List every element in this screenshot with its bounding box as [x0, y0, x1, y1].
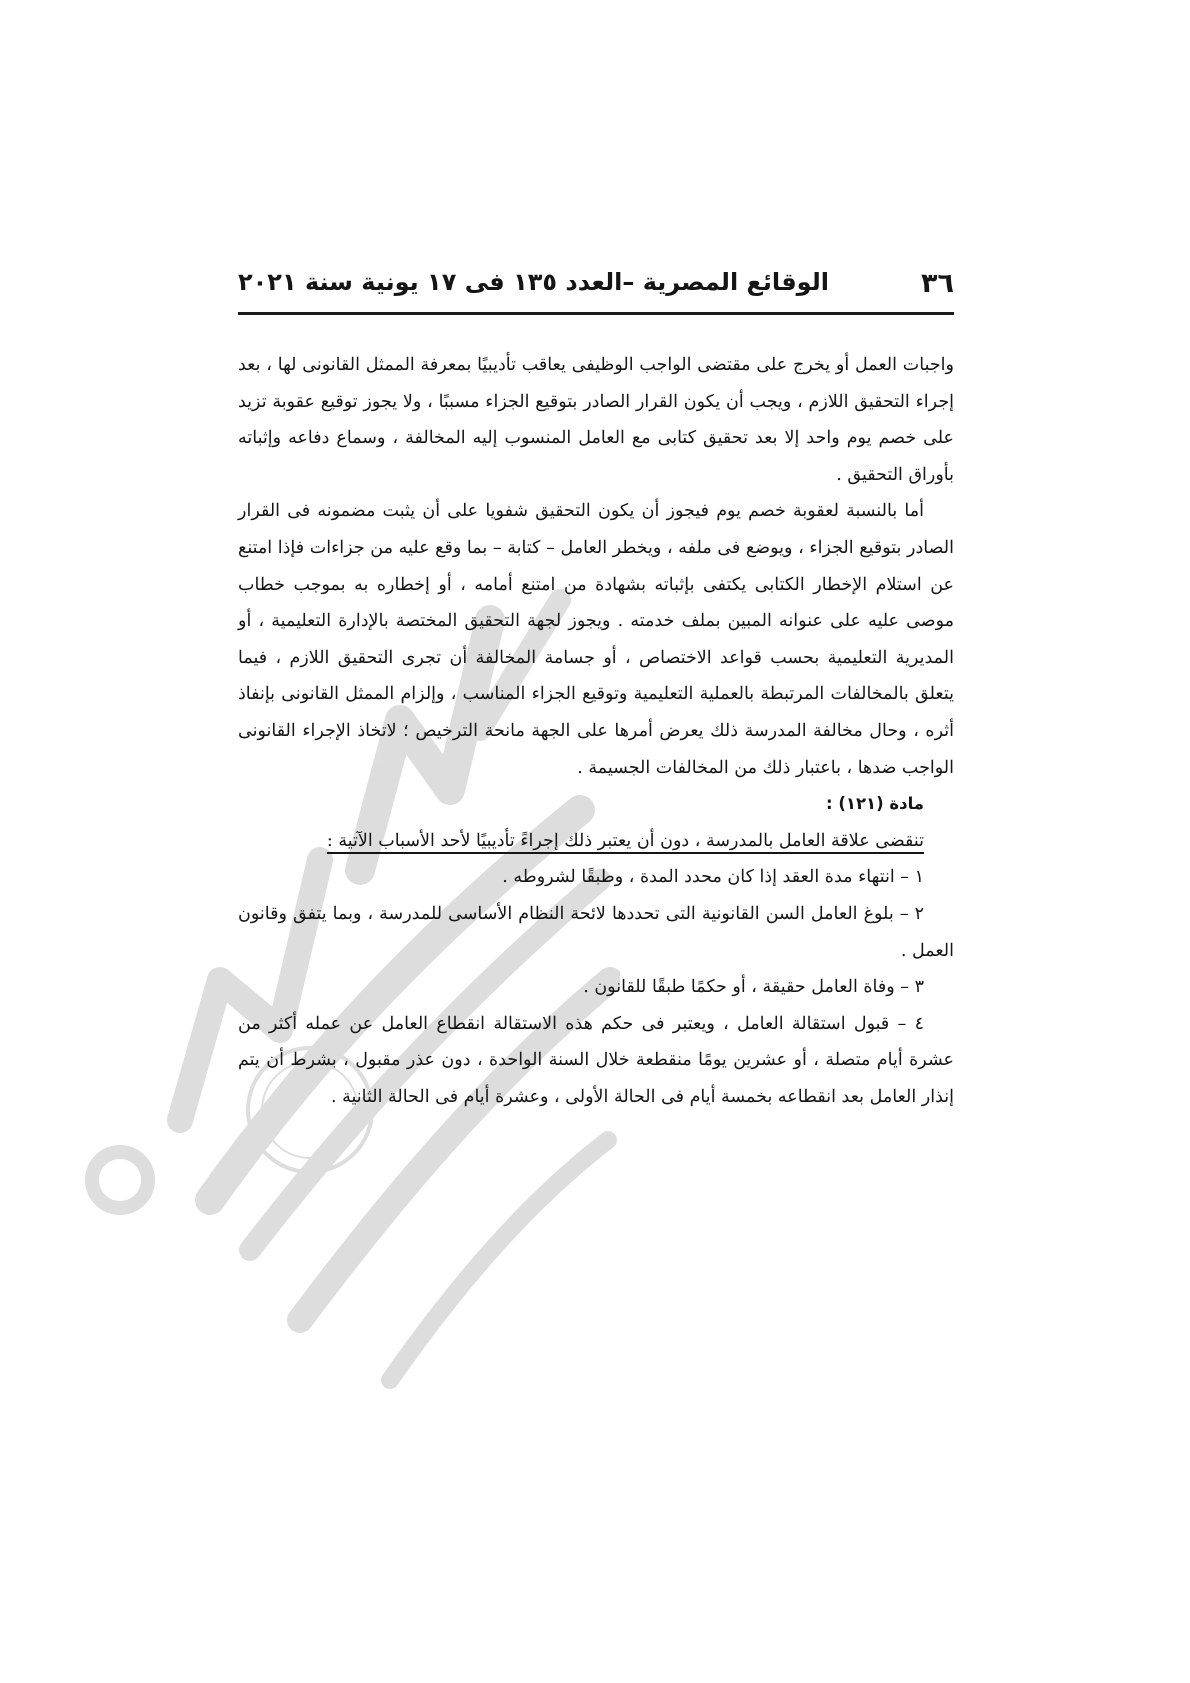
article-intro: تنقضى علاقة العامل بالمدرسة ، دون أن يعتبر ذلك إجراءً تأديبيًا لأحد الأسباب الآتية :	[326, 830, 924, 851]
gazette-page	[238, 262, 954, 1115]
list-item: ١ – انتهاء مدة العقد إذا كان محدد المدة ، وطبقًا لشروطه .	[502, 867, 924, 888]
page-header	[238, 262, 954, 315]
article-heading: مادة (١٢١) :	[825, 794, 924, 814]
running-title: الوقائع المصرية –العدد ١٣٥ فى ١٧ يونية سنة ٢٠٢١	[238, 268, 829, 296]
paragraph: واجبات العمل أو يخرج على مقتضى الواجب الوظيفى يعاقب تأديبيًا بمعرفة الممثل القانونى لها ، بعد إجراء التحقيق اللازم ، ويجب أن يكون القرار الصادر بتوقيع الجزاء مسببًا ، ولا يجوز توقيع عقوبة تزيد على خصم يوم واحد إلا بعد تحقيق كتابى مع العامل المنسوب إليه المخالفة ، وسماع دفاعه وإثباته بأوراق التحقيق .	[238, 355, 954, 485]
list-item: ٢ – بلوغ العامل السن القانونية التى تحددها لائحة النظام الأساسى للمدرسة ، وبما يتفق وقانون العمل .	[238, 903, 954, 961]
paragraph: أما بالنسبة لعقوبة خصم يوم فيجوز أن يكون التحقيق شفويا على أن يثبت مضمونه فى القرار الصادر بتوقيع الجزاء ، ويوضع فى ملفه ، ويخطر العامل – كتابة – بما وقع عليه من جزاءات فإذا امتنع عن استلام الإخطار الكتابى يكتفى بإثباته بشهادة من امتنع أمامه ، أو إخطاره به بموجب خطاب موصى عليه على عنوانه المبين بملف خدمته . ويجوز لجهة التحقيق المختصة بالإدارة التعليمية ، أو المديرية التعليمية بحسب قواعد الاختصاص ، أو جسامة المخالفة أن تجرى التحقيق اللازم ، فيما يتعلق بالمخالفات المرتبطة بالعملية التعليمية وتوقيع الجزاء المناسب ، وإلزام الممثل القانونى بإنفاذ أثره ، وحال مخالفة المدرسة ذلك يعرض أمرها على الجهة مانحة الترخيص ؛ لاتخاذ الإجراء القانونى الواجب ضدها ، باعتبار ذلك من المخالفات الجسيمة .	[238, 501, 954, 778]
list-item: ٤ – قبول استقالة العامل ، ويعتبر فى حكم هذه الاستقالة انقطاع العامل عن عمله أكثر من عشرة أيام متصلة ، أو عشرين يومًا منقطعة خلال السنة الواحدة ، دون عذر مقبول ، بشرط أن يتم إنذار العامل بعد انقطاعه بخمسة أيام فى الحالة الأولى ، وعشرة أيام فى الحالة الثانية .	[238, 1013, 954, 1107]
page-number: ٣٦	[921, 268, 954, 299]
list-item: ٣ – وفاة العامل حقيقة ، أو حكمًا طبقًا للقانون .	[583, 977, 924, 998]
document-body	[238, 347, 954, 1115]
